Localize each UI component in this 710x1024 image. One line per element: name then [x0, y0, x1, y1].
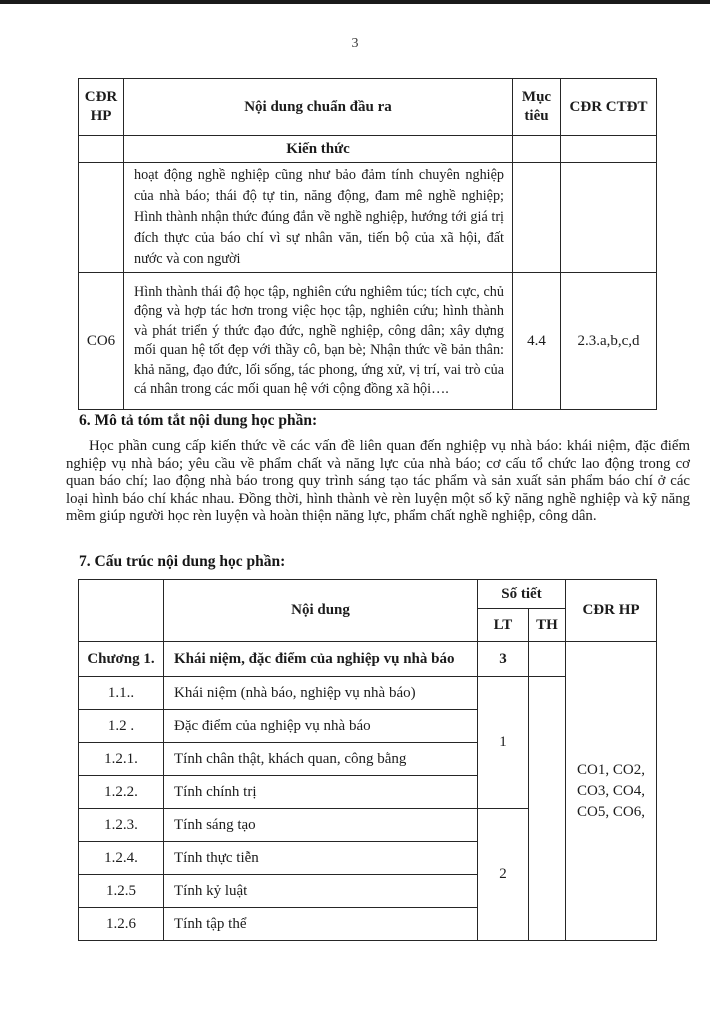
header-so-tiet: Số tiết [478, 580, 566, 609]
header-cdr-ctdt: CĐR CTĐT [561, 79, 657, 136]
th-hours-merged-empty [529, 677, 566, 941]
outcome-plo: 2.3.a,b,c,d [561, 273, 657, 410]
structure-header-row-1 [79, 580, 657, 609]
row-number: 1.1.. [79, 677, 164, 710]
table-row-chapter1 [79, 642, 657, 677]
section6-paragraph: Học phần cung cấp kiến thức về các vấn đề liên quan đến nghiệp vụ nhà báo: khái niệm, đặc điểm nghiệp vụ nhà báo; yêu cầu về phẩm chất và năng lực của nhà báo; cơ cấu tổ chức lao động trong cơ quan báo chí; lao động nhà báo trong quy trình sáng tạo tác phẩm và sản xuất sản phẩm báo chí ở các loại hình báo chí khác nhau. Đồng thời, hình thành vè rèn luyện một số kỹ năng nghề nghiệp và kỹ năng mềm giúp người học rèn luyện và hoàn thiện năng lực, phẩm chất nghề nghiệp, công dân. [66, 438, 690, 524]
row-number: Chương 1. [79, 642, 164, 677]
lt-hours-group1: 1 [478, 677, 529, 809]
section-label-kien-thuc: Kiến thức [124, 136, 513, 163]
lt-hours-group2: 2 [478, 809, 529, 941]
row-topic: Tính thực tiễn [164, 842, 478, 875]
header-noi-dung: Nội dung [164, 580, 478, 642]
row-topic: Khái niệm, đặc điểm của nghiệp vụ nhà báo [164, 642, 478, 677]
section6-heading: 6. Mô tả tóm tắt nội dung học phần: [79, 412, 318, 429]
row-number: 1.2.4. [79, 842, 164, 875]
section7-heading: 7. Cấu trúc nội dung học phần: [79, 553, 286, 570]
outcome-target: 4.4 [513, 273, 561, 410]
outcome-row-co6 [79, 273, 657, 410]
scan-edge-bar [0, 0, 710, 4]
page-number: 3 [351, 36, 359, 51]
clo-merged-cell: CO1, CO2, CO3, CO4, CO5, CO6, [566, 642, 657, 941]
outcome-code: CO6 [79, 273, 124, 410]
outcome-code [79, 163, 124, 273]
header-th: TH [529, 609, 566, 642]
empty-cell [513, 136, 561, 163]
structure-table [78, 579, 657, 941]
empty-header-cell [79, 580, 164, 642]
row-topic: Tính chân thật, khách quan, công bằng [164, 743, 478, 776]
lt-hours: 3 [478, 642, 529, 677]
knowledge-section-row [79, 136, 657, 163]
header-lt: LT [478, 609, 529, 642]
outcome-target [513, 163, 561, 273]
th-hours-empty [529, 642, 566, 677]
outcomes-table [78, 78, 657, 410]
row-number: 1.2 . [79, 710, 164, 743]
header-muc-tieu: Mục tiêu [513, 79, 561, 136]
outcomes-table-header-row [79, 79, 657, 136]
outcome-plo [561, 163, 657, 273]
row-topic: Tính sáng tạo [164, 809, 478, 842]
row-number: 1.2.5 [79, 875, 164, 908]
header-cdr-hp: CĐR HP [79, 79, 124, 136]
row-topic: Đặc điểm của nghiệp vụ nhà báo [164, 710, 478, 743]
row-number: 1.2.6 [79, 908, 164, 941]
row-topic: Tính kỷ luật [164, 875, 478, 908]
outcome-content: hoạt động nghề nghiệp cũng như bảo đảm tính chuyên nghiệp của nhà báo; thái độ tự tin, năng động, đam mê nghề nghiệp; Hình thành nhận thức đúng đắn về nghề nghiệp, hướng tới giá trị đích thực của báo chí vì sự nhân văn, tiến bộ của xã hội, đất nước và con người [124, 163, 513, 273]
row-number: 1.2.1. [79, 743, 164, 776]
empty-cell [561, 136, 657, 163]
empty-cell [79, 136, 124, 163]
header-noi-dung-chuan-dau-ra: Nội dung chuẩn đầu ra [124, 79, 513, 136]
row-number: 1.2.2. [79, 776, 164, 809]
row-topic: Khái niệm (nhà báo, nghiệp vụ nhà báo) [164, 677, 478, 710]
row-topic: Tính chính trị [164, 776, 478, 809]
row-topic: Tính tập thể [164, 908, 478, 941]
outcome-row-continued [79, 163, 657, 273]
row-number: 1.2.3. [79, 809, 164, 842]
header-cdr-hp: CĐR HP [566, 580, 657, 642]
outcome-content: Hình thành thái độ học tập, nghiên cứu nghiêm túc; tích cực, chủ động và hợp tác hơn trong việc học tập, nghiên cứu; hình thành và phát triển ý thức đạo đức, nghề nghiệp, công dân; xây dựng mối quan hệ tốt đẹp với thầy cô, bạn bè; Nhận thức về bản thân: khả năng, đạo đức, lối sống, tác phong, ứng xử, vị trí, vai trò của cá nhân trong các mối quan hệ với cộng đồng xã hội…. [124, 273, 513, 410]
